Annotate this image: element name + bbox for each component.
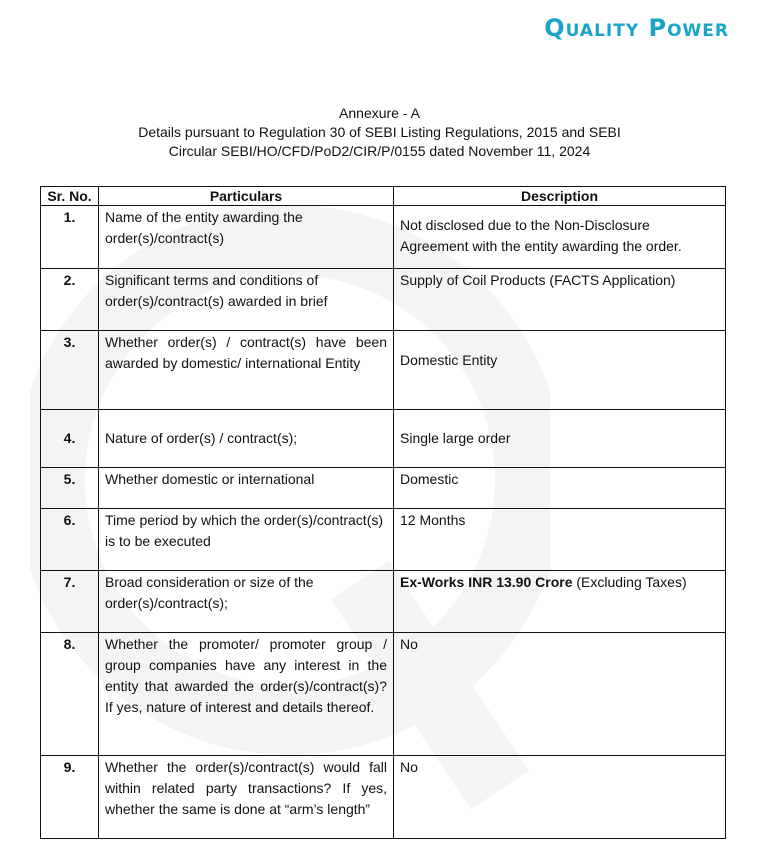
table-header-row — [41, 187, 726, 206]
quality-power-logo: Quality Power — [544, 14, 729, 42]
table-row — [41, 206, 726, 269]
row-description: No — [394, 633, 726, 756]
table-row — [41, 571, 726, 633]
row-particulars: Whether the promoter/ promoter group / group companies have any interest in the entity that awarded the order(s)/contract(s)? If yes, nature of interest and details thereof. — [99, 633, 394, 756]
row-particulars: Time period by which the order(s)/contract(s) is to be executed — [99, 509, 394, 571]
row-sr: 2. — [41, 269, 99, 331]
table-row — [41, 269, 726, 331]
row-sr: 6. — [41, 509, 99, 571]
table-row — [41, 633, 726, 756]
row-sr: 3. — [41, 331, 99, 410]
consideration-amount: Ex-Works INR 13.90 Crore — [400, 574, 573, 590]
row-particulars: Significant terms and conditions of order(s)/contract(s) awarded in brief — [99, 269, 394, 331]
row-particulars: Whether domestic or international — [99, 468, 394, 509]
row-description: 12 Months — [394, 509, 726, 571]
row-particulars: Whether order(s) / contract(s) have been awarded by domestic/ international Entity — [99, 331, 394, 410]
table-row — [41, 468, 726, 509]
header-description: Description — [394, 187, 726, 206]
row-particulars: Nature of order(s) / contract(s); — [99, 410, 394, 468]
row-description: Supply of Coil Products (FACTS Application) — [394, 269, 726, 331]
row-description: Not disclosed due to the Non-Disclosure Agreement with the entity awarding the order. — [394, 206, 726, 269]
row-sr: 9. — [41, 756, 99, 839]
row-particulars: Broad consideration or size of the order(s)/contract(s); — [99, 571, 394, 633]
row-sr: 7. — [41, 571, 99, 633]
row-description: Domestic Entity — [394, 331, 726, 410]
header-sr-no: Sr. No. — [41, 187, 99, 206]
header-particulars: Particulars — [99, 187, 394, 206]
heading-circular-line: Circular SEBI/HO/CFD/PoD2/CIR/P/0155 dated November 11, 2024 — [168, 143, 591, 159]
row-description: No — [394, 756, 726, 839]
table-row — [41, 331, 726, 410]
row-sr: 5. — [41, 468, 99, 509]
annexure-table — [40, 186, 726, 839]
row-particulars: Name of the entity awarding the order(s)/contract(s) — [99, 206, 394, 269]
row-description: Single large order — [394, 410, 726, 468]
consideration-note: (Excluding Taxes) — [572, 574, 687, 590]
row-sr: 4. — [41, 410, 99, 468]
annexure-title: Annexure - A — [339, 105, 420, 121]
row-particulars: Whether the order(s)/contract(s) would fall within related party transactions? If yes, whether the same is done at “arm’s length” — [99, 756, 394, 839]
row-sr: 1. — [41, 206, 99, 269]
row-sr: 8. — [41, 633, 99, 756]
table-row — [41, 410, 726, 468]
table-row — [41, 509, 726, 571]
table-row — [41, 756, 726, 839]
document-heading — [0, 104, 759, 161]
row-description — [394, 571, 726, 633]
heading-details-line: Details pursuant to Regulation 30 of SEBI Listing Regulations, 2015 and SEBI — [138, 124, 621, 140]
row-description: Domestic — [394, 468, 726, 509]
